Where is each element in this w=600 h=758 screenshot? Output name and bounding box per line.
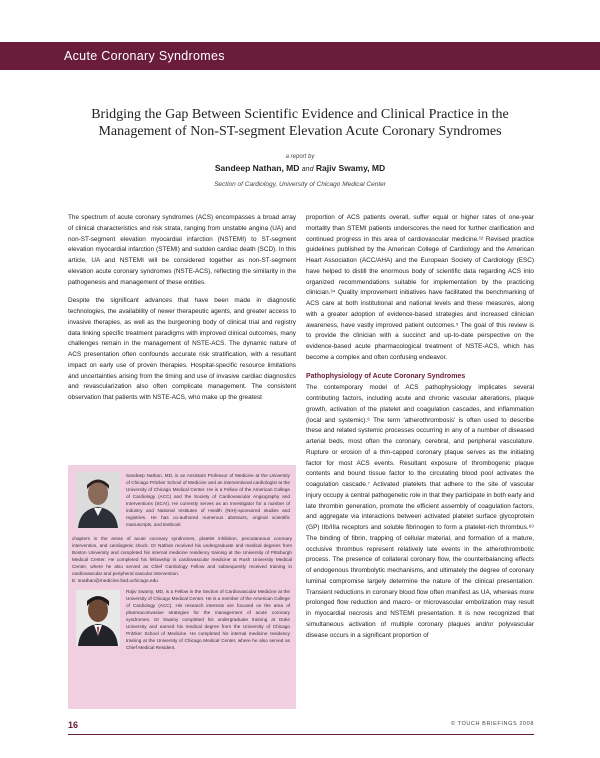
- bio-swamy: Rajiv Swamy, MD, is a Fellow in the Section of Cardiovascular Medicine at the University of Chicago Medical Center. He is a member of the American College of Cardiology (ACC). His research interests are focused on the area of pharmacoinvasive strategies for the management of acute coronary syndromes. Dr Swamy completed his undergraduate training at Duke University and earned his medical degree from the University of Chicago Pritzker School of Medicine. He completed his internal medicine residency training at the University of Chicago Medical Center, where he also served as Chief Medical Resident.: [126, 589, 290, 651]
- article-title-line-2: Management of Non-ST-segment Elevation Acute Coronary Syndromes: [98, 124, 502, 139]
- footer-divider: [68, 734, 534, 735]
- author-conjunction: and: [301, 166, 314, 173]
- author-2: Rajiv Swamy, MD: [315, 163, 386, 173]
- copyright-notice: © TOUCH BRIEFINGS 2008: [450, 721, 534, 727]
- left-column: [68, 213, 296, 412]
- author-photo-swamy: [76, 590, 120, 646]
- left-paragraph-1: The spectrum of acute coronary syndromes (ACS) encompasses a broad array of clinical characteristics and risk strata, ranging from unstable angina (UA) and non-ST-segment elevation myocardial infarction (NSTEMI) to ST-segment elevation myocardial infarction (STEMI) and sudden cardiac death (SCD). In this article, UA and NSTEMI will be considered together as non-ST-segment elevation acute coronary syndromes (NSTE-ACS), reflecting the similarity in the pathogenesis and management of these entities.: [68, 214, 296, 286]
- author-1: Sandeep Nathan, MD: [214, 163, 300, 173]
- affiliation: Section of Cardiology, University of Chicago Medical Center: [214, 181, 386, 188]
- right-paragraph-1: proportion of ACS patients overall, suffer equal or higher rates of one-year mortality than STEMI patients underscores the need for further clarification and continued progress in this area of cardiovascular medicine.¹² Revised practice guidelines published by the American College of Cardiology and the American Heart Association (ACC/AHA) and the European Society of Cardiology (ESC) have helped to distill the enormous body of scientific data regarding ACS into organized recommendations suitable for implementation by the practicing clinician.³⁴ Quality improvement initiatives have facilitated the benchmarking of ACS care at both institutional and national levels and these measures, along with a greater adoption of evidence-based strategies and increased clinician awareness, have vastly improved patient outcomes.⁵ The goal of this review is to provide the clinician with a succinct and up-to-date perspective on the evidence-based acute pharmacological treatment of NSTE-ACS, which has become a complex and often confusing endeavor.: [306, 214, 534, 361]
- article-title: [40, 106, 560, 140]
- left-paragraph-2: Despite the significant advances that have been made in diagnostic technologies, the availability of newer therapeutic agents, and greater access to invasive therapies, as well as the burgeoning body of clinical trial and registry data linking specific treatment paradigms with improved clinical outcomes, many challenges remain in the management of NSTE-ACS. The dynamic nature of ACS presentation often confounds accurate risk stratification, with a resultant impact on early use of proven therapies. Hospital-specific resource limitations and uncertainties arising from the timing and use of invasive cardiac diagnostics and revascularization also often complicate management. The consistent observation that patients with NSTE-ACS, who make up the greatest: [68, 297, 296, 401]
- report-by-label: a report by: [285, 154, 315, 160]
- right-column: [306, 213, 534, 649]
- bio-nathan-top: Sandeep Nathan, MD, is an Assistant Professor of Medicine at the University of Chicago Pritzker School of Medicine and an interventional cardiologist at the University of Chicago Medical Center. He is a Fellow of the American College of Cardiology (ACC) and the Society of Cardiovascular Angiography and Interventions (SCAI). He currently serves as an Investigator for a number of industry and National Institutes of Health (NIH)-sponsored studies and registries. He has co-authored numerous abstracts, original scientific manuscripts, and textbook: [126, 473, 290, 528]
- author-email: E: snathan@medicine.bsd.uchicago.edu: [72, 579, 158, 584]
- bio-nathan-bottom: chapters in the areas of acute coronary syndromes, platelet inhibition, percutaneous coronary intervention, and cardiogenic shock. Dr Nathan received his undergraduate and medical degrees from Boston University and completed his internal medicine residency training at the University of Pittsburgh Medical Center. He completed his fellowship in cardiovascular medicine at Rush University Medical Center, where he also served as Chief Cardiology Fellow and subsequently received training in cardiovascular and peripheral vascular intervention.: [72, 536, 292, 577]
- author-line: [0, 163, 600, 173]
- right-paragraph-2: The contemporary model of ACS pathophysiology implicates several contributing factors, including acute and chronic vascular alterations, plaque growth, activation of the platelet and coagulation cascades, and inflammation (local and systemic).⁶ The term 'atherothrombosis' is often used to describe these and related systemic processes occurring in any of a number of diseased arterial beds, most often the coronary, cerebral, and peripheral vasculature. Rupture or erosion of a thin-capped coronary plaque serves as the initiating factor for most ACS events. Resultant exposure of thrombogenic plaque contents and bound tissue factor to the circulating blood pool activates the coagulation cascade.⁷ Activated platelets that adhere to the site of vascular injury occupy a central pathogenetic role in that they participate in both early and late thrombin generation, promote the efficient assembly of coagulation factors, and aggregate via interactions between activated platelet surface glycoprotein (GP) IIb/IIIa receptors and soluble fibrinogen to form a platelet-rich thrombus.⁸⁹ The binding of fibrin, trapping of cellular material, and formation of a mature, occlusive thrombus represent relatively late events in the atherothrombotic process. The presence of collateral coronary flow, the counterbalancing effects of endogenous thrombolytic mechanisms, and ultimately the degree of coronary luminal compromise largely determine the nature of the clinical presentation. Transient reductions in coronary blood flow often manifest as UA, whereas more prolonged flow reduction and macro- or microvascular embolization may result in myocardial necrosis and NSTEMI presentation. It is now recognized that simultaneous activation of multiple coronary plaques and/or polyvascular disease occurs in a significant proportion of: [306, 384, 534, 639]
- section-heading-pathophysiology: Pathophysiology of Acute Coronary Syndromes: [306, 372, 466, 380]
- author-photo-nathan: [76, 472, 120, 528]
- section-title: Acute Coronary Syndromes: [64, 49, 225, 63]
- page-number: 16: [68, 720, 79, 730]
- article-title-line-1: Bridging the Gap Between Scientific Evidence and Clinical Practice in the: [91, 107, 509, 122]
